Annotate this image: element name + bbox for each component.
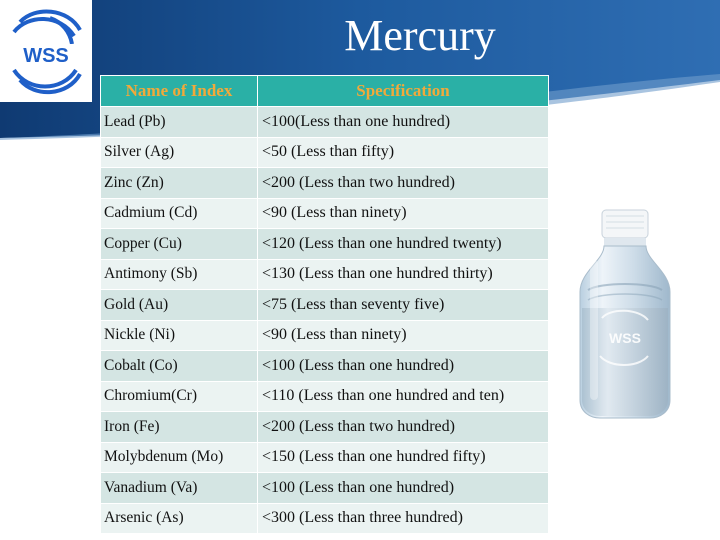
specification-cell: <100(Less than one hundred): [258, 107, 549, 138]
specification-table: [100, 75, 549, 534]
index-name-cell: Zinc (Zn): [101, 168, 258, 199]
slide-title: Mercury: [344, 11, 496, 60]
table-row: [101, 320, 549, 351]
table-row: [101, 198, 549, 229]
specification-cell: <130 (Less than one hundred thirty): [258, 259, 549, 290]
index-name-cell: Nickle (Ni): [101, 320, 258, 351]
specification-cell: <150 (Less than one hundred fifty): [258, 442, 549, 473]
specification-cell: <100 (Less than one hundred): [258, 473, 549, 504]
logo-text: WSS: [23, 45, 69, 67]
index-name-cell: Silver (Ag): [101, 137, 258, 168]
wss-logo: [0, 0, 92, 102]
specification-cell: <200 (Less than two hundred): [258, 412, 549, 443]
index-name-cell: Cadmium (Cd): [101, 198, 258, 229]
specification-cell: <100 (Less than one hundred): [258, 351, 549, 382]
specification-cell: <90 (Less than ninety): [258, 320, 549, 351]
specification-cell: <90 (Less than ninety): [258, 198, 549, 229]
table-row: [101, 107, 549, 138]
table-row: [101, 381, 549, 412]
index-name-cell: Vanadium (Va): [101, 473, 258, 504]
specification-cell: <75 (Less than seventy five): [258, 290, 549, 321]
table-row: [101, 229, 549, 260]
table-header-row: [101, 76, 549, 107]
index-name-cell: Iron (Fe): [101, 412, 258, 443]
table-row: [101, 290, 549, 321]
table-row: [101, 503, 549, 534]
index-name-cell: Lead (Pb): [101, 107, 258, 138]
index-name-cell: Copper (Cu): [101, 229, 258, 260]
table-row: [101, 412, 549, 443]
bottle-label-text: WSS: [609, 330, 641, 346]
column-header-name: Name of Index: [101, 76, 258, 107]
specification-cell: <120 (Less than one hundred twenty): [258, 229, 549, 260]
table-row: [101, 351, 549, 382]
column-header-spec: Specification: [258, 76, 549, 107]
table-row: [101, 473, 549, 504]
product-bottle-image: [560, 200, 690, 430]
specification-cell: <200 (Less than two hundred): [258, 168, 549, 199]
table-row: [101, 442, 549, 473]
table-row: [101, 259, 549, 290]
index-name-cell: Gold (Au): [101, 290, 258, 321]
specification-cell: <300 (Less than three hundred): [258, 503, 549, 534]
index-name-cell: Cobalt (Co): [101, 351, 258, 382]
index-name-cell: Molybdenum (Mo): [101, 442, 258, 473]
index-name-cell: Arsenic (As): [101, 503, 258, 534]
table-row: [101, 137, 549, 168]
index-name-cell: Chromium(Cr): [101, 381, 258, 412]
index-name-cell: Antimony (Sb): [101, 259, 258, 290]
specification-cell: <110 (Less than one hundred and ten): [258, 381, 549, 412]
specification-cell: <50 (Less than fifty): [258, 137, 549, 168]
table-row: [101, 168, 549, 199]
